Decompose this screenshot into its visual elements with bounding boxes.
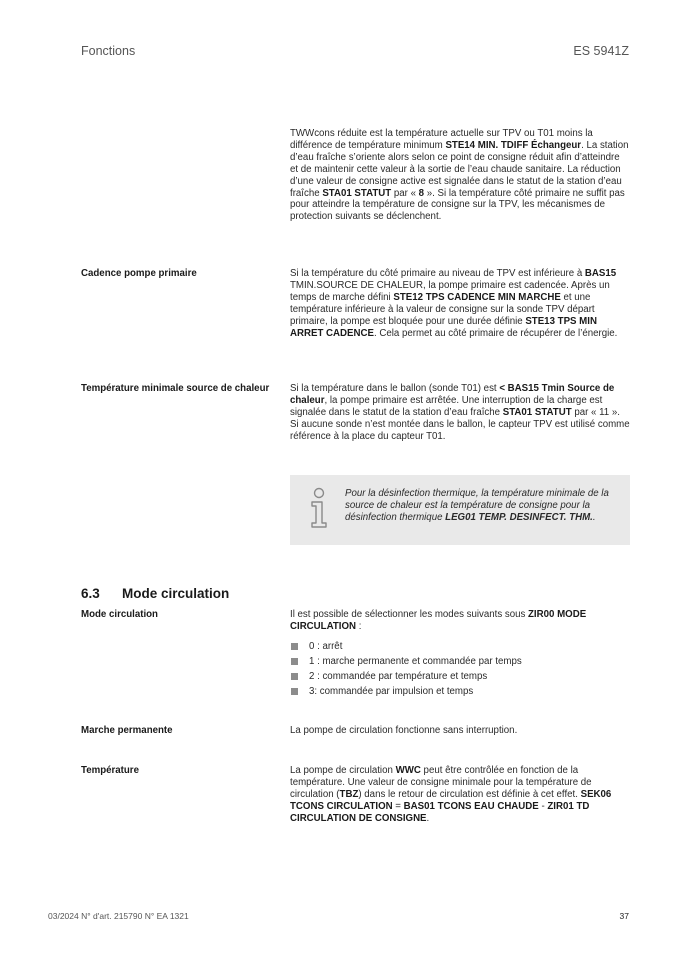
term-mode-circulation: Mode circulation	[81, 609, 158, 620]
bullet-square-icon	[291, 658, 298, 665]
bullet-square-icon	[291, 643, 298, 650]
list-item: 3: commandée par impulsion et temps	[290, 686, 522, 701]
term-cadence-pompe: Cadence pompe primaire	[81, 268, 197, 279]
intro-paragraph: TWWcons réduite est la température actuelle sur TPV ou T01 moins la différence de température minimum STE14 MIN. TDIFF Échangeur. La station d’eau fraîche s’oriente alors selon ce point de consigne réduit afin d’atteindre et de maintenir cette valeur à la sortie de l’eau chaude sanitaire. La réduction d’une valeur de consigne active est signalée dans le statut de la station d’eau fraîche STA01 STATUT par « 8 ». Si la température côté primaire ne suffit pas pour atteindre la température de consigne sur la TPV, les mécanismes de protection suivants se déclenchent.	[290, 128, 629, 223]
list-item: 0 : arrêt	[290, 641, 522, 656]
section-heading	[81, 586, 229, 601]
header-model: ES 5941Z	[573, 44, 629, 58]
term-temperature-minimale: Température minimale source de chaleur	[81, 383, 270, 394]
page-number: 37	[619, 911, 629, 921]
list-item: 2 : commandée par température et temps	[290, 671, 522, 686]
info-icon	[307, 487, 331, 529]
mode-list	[290, 641, 522, 701]
bullet-square-icon	[291, 673, 298, 680]
footer-info: 03/2024 N° d'art. 215790 N° EA 1321	[48, 911, 189, 921]
tempmin-paragraph: Si la température dans le ballon (sonde T01) est < BAS15 Tmin Source de chaleur, la pompe primaire est arrêtée. Une interruption de la charge est signalée dans le statut de la station d’eau fraîche STA01 STATUT par « 11 ». Si aucune sonde n’est montée dans le ballon, le capteur TPV est utilisé comme référence à la place du capteur T01.	[290, 383, 630, 442]
permanent-paragraph: La pompe de circulation fonctionne sans interruption.	[290, 725, 518, 736]
bullet-square-icon	[291, 688, 298, 695]
term-temperature: Température	[81, 765, 139, 776]
list-item: 1 : marche permanente et commandée par temps	[290, 656, 522, 671]
header-section-title: Fonctions	[81, 44, 136, 58]
cadence-paragraph: Si la température du côté primaire au niveau de TPV est inférieure à BAS15 TMIN.SOURCE DE CHALEUR, la pompe primaire est cadencée. Après un temps de marche défini STE12 TPS CADENCE MIN MARCHE et une température inférieure à la valeur de consigne sur la sonde TPV départ primaire, la pompe est bloquée pour une durée définie STE13 TPS MIN ARRET CADENCE. Cela permet au côté primaire de récupérer de l’énergie.	[290, 268, 618, 339]
info-note-text: Pour la désinfection thermique, la température minimale de la source de chaleur est la température de consigne pour la désinfection thermique LEG01 TEMP. DESINFECT. THM..	[345, 488, 609, 523]
mode-paragraph: Il est possible de sélectionner les modes suivants sous ZIR00 MODE CIRCULATION :	[290, 609, 587, 632]
section-title: Mode circulation	[122, 586, 230, 601]
info-note	[290, 475, 630, 545]
term-marche-permanente: Marche permanente	[81, 725, 173, 736]
temperature-paragraph: La pompe de circulation WWC peut être contrôlée en fonction de la température. Une valeur de consigne minimale pour la température de circulation (TBZ) dans le retour de circulation est définie à cet effet. SEK06 TCONS CIRCULATION = BAS01 TCONS EAU CHAUDE - ZIR01 TD CIRCULATION DE CONSIGNE.	[290, 765, 612, 824]
section-number: 6.3	[81, 586, 100, 601]
